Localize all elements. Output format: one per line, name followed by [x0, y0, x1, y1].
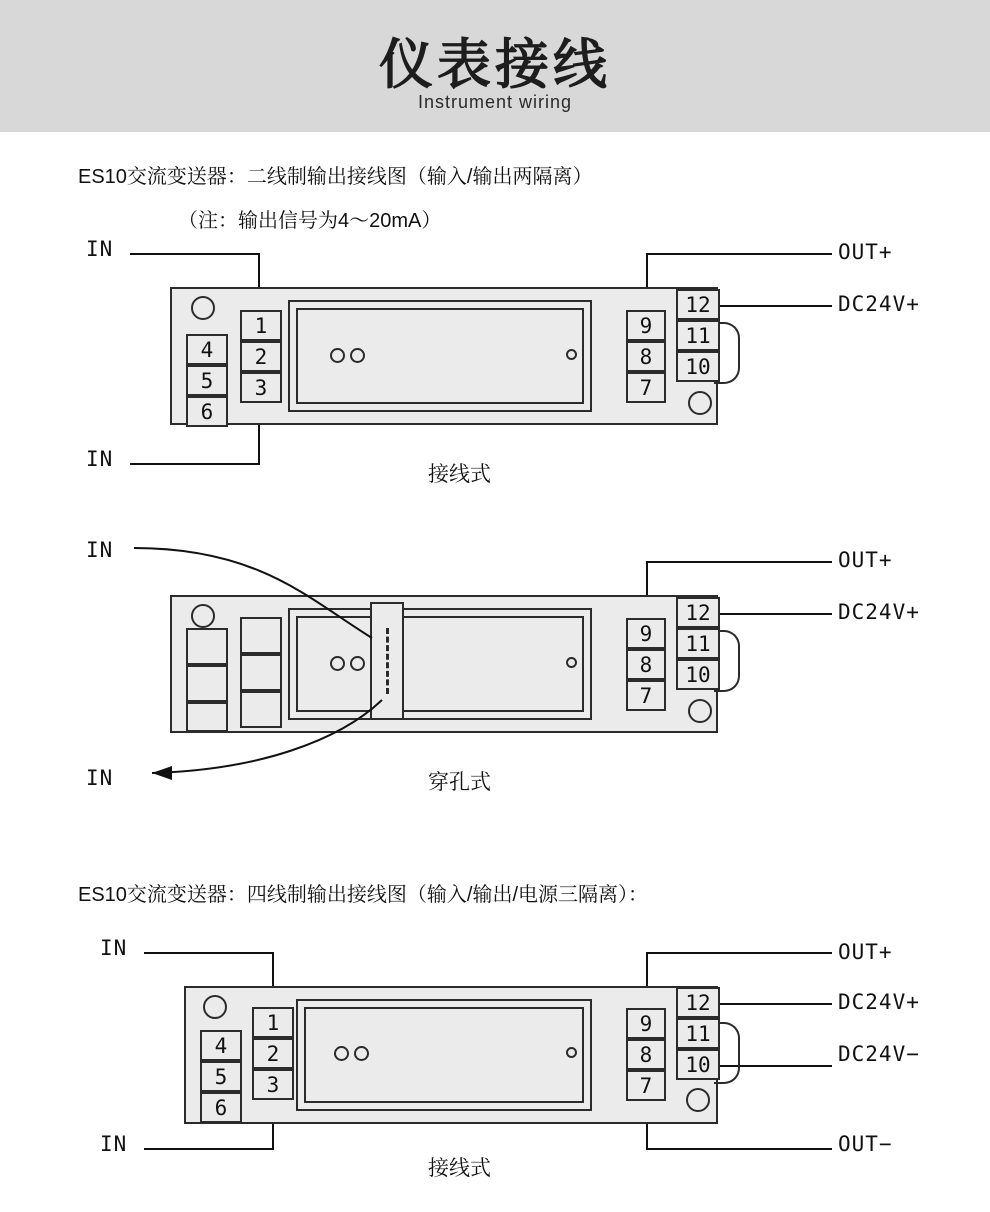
- diagram-3-terminal-1-label: 1: [266, 1011, 280, 1035]
- diagram-3-led-3: [566, 1047, 577, 1058]
- diagram-3-terminal-6-label: 6: [214, 1096, 228, 1120]
- diagram-2-terminal-blank-4: [240, 617, 282, 654]
- diagram-2-terminal-10: [676, 659, 720, 690]
- diagram-1-terminal-4: [186, 334, 228, 365]
- diagram-3-wire-out-minus-h: [646, 1148, 832, 1150]
- diagram-3-terminal-4: [200, 1030, 242, 1061]
- diagram-1-terminal-7-label: 7: [639, 376, 653, 400]
- diagram-2-terminal-7: [626, 680, 666, 711]
- diagram-2-label-out-plus: OUT+: [838, 548, 893, 572]
- diagram-1-screw-top-left: [191, 296, 215, 320]
- diagram-3-terminal-12: [676, 987, 720, 1018]
- diagram-1-terminal-3-label: 3: [254, 376, 268, 400]
- diagram-1-wire-out-plus-h: [646, 253, 832, 255]
- diagram-2-terminal-9: [626, 618, 666, 649]
- page-title: 仪表接线: [379, 35, 611, 95]
- diagram-3-label-out-minus: OUT−: [838, 1132, 893, 1156]
- diagram-3-label-out-plus: OUT+: [838, 940, 893, 964]
- diagram-2-terminal-10-label: 10: [685, 663, 711, 687]
- diagram-1-terminal-5: [186, 365, 228, 396]
- diagram-1-terminal-5-label: 5: [200, 369, 214, 393]
- diagram-3-terminal-11: [676, 1018, 720, 1049]
- diagram-3-terminal-9: [626, 1008, 666, 1039]
- diagram-3-terminal-4-label: 4: [214, 1034, 228, 1058]
- diagram-2-terminal-blank-2: [186, 665, 228, 702]
- diagram-1-terminal-6-label: 6: [200, 400, 214, 424]
- diagram-3-wire-in-top-h: [144, 952, 274, 954]
- page-header-banner: [0, 0, 990, 132]
- diagram-1-terminal-1: [240, 310, 282, 341]
- diagram-3-screw-top-left: [203, 995, 227, 1019]
- diagram-3-terminal-3-label: 3: [266, 1073, 280, 1097]
- diagram-3-terminal-8-label: 8: [639, 1043, 653, 1067]
- diagram-3-terminal-1: [252, 1007, 294, 1038]
- diagram-3-terminal-2: [252, 1038, 294, 1069]
- diagram-1-label-out-plus: OUT+: [838, 240, 893, 264]
- diagram-3-terminal-3: [252, 1069, 294, 1100]
- diagram-1-label-in-top: IN: [86, 237, 114, 261]
- diagram-1-terminal-1-label: 1: [254, 314, 268, 338]
- diagram-1-terminal-8-label: 8: [639, 345, 653, 369]
- diagram-2-terminal-8: [626, 649, 666, 680]
- diagram-3-wire-out-plus-h: [646, 952, 832, 954]
- page-subtitle: Instrument wiring: [417, 92, 573, 112]
- diagram-3-terminal-10-label: 10: [685, 1053, 711, 1077]
- diagram-2-terminal-blank-1: [186, 628, 228, 665]
- diagram-3-led-1: [334, 1046, 349, 1061]
- diagram-3-wire-dc24v-plus-h: [718, 1003, 832, 1005]
- diagram-1-wire-in-bottom-h: [130, 463, 260, 465]
- diagram-1-terminal-2: [240, 341, 282, 372]
- section-1-caption-line-1: ES10交流变送器：二线制输出接线图（输入/输出两隔离）: [78, 166, 593, 188]
- diagram-2-terminal-7-label: 7: [639, 684, 653, 708]
- diagram-3-terminal-11-label: 11: [685, 1022, 711, 1046]
- diagram-1-terminal-7: [626, 372, 666, 403]
- diagram-1-wire-in-top-h: [130, 253, 260, 255]
- diagram-3-led-2: [354, 1046, 369, 1061]
- diagram-1-mode-label: 接线式: [428, 463, 491, 486]
- diagram-1-terminal-10: [676, 351, 720, 382]
- diagram-1-label-dc24v-plus: DC24V+: [838, 292, 920, 316]
- diagram-3-label-dc24v-minus: DC24V−: [838, 1042, 920, 1066]
- diagram-1-terminal-3: [240, 372, 282, 403]
- diagram-3-label-in-bottom: IN: [100, 1132, 128, 1156]
- diagram-3-terminal-12-label: 12: [685, 991, 711, 1015]
- diagram-2-screw-bottom-right: [688, 699, 712, 723]
- diagram-3-terminal-10: [676, 1049, 720, 1080]
- diagram-3-terminal-5-label: 5: [214, 1065, 228, 1089]
- section-1-caption-line-2: （注：输出信号为4～20mA）: [178, 210, 442, 232]
- diagram-2-terminal-blank-5: [240, 654, 282, 691]
- diagram-3-screw-bottom-right: [686, 1088, 710, 1112]
- diagram-1-terminal-6: [186, 396, 228, 427]
- diagram-1-terminal-4-label: 4: [200, 338, 214, 362]
- diagram-3-terminal-6: [200, 1092, 242, 1123]
- diagram-2-led-1: [330, 656, 345, 671]
- diagram-3-label-dc24v-plus: DC24V+: [838, 990, 920, 1014]
- diagram-2-terminal-8-label: 8: [639, 653, 653, 677]
- diagram-2-mode-label: 穿孔式: [428, 771, 491, 794]
- diagram-2-led-2: [350, 656, 365, 671]
- diagram-1-led-3: [566, 349, 577, 360]
- diagram-2-terminal-12-label: 12: [685, 601, 711, 625]
- diagram-1-screw-bottom-right: [688, 391, 712, 415]
- diagram-1-terminal-8: [626, 341, 666, 372]
- diagram-1-label-in-bottom: IN: [86, 447, 114, 471]
- diagram-2-terminal-12: [676, 597, 720, 628]
- diagram-3-terminal-9-label: 9: [639, 1012, 653, 1036]
- diagram-1-led-1: [330, 348, 345, 363]
- diagram-3-terminal-2-label: 2: [266, 1042, 280, 1066]
- diagram-1-terminal-10-label: 10: [685, 355, 711, 379]
- diagram-3-terminal-5: [200, 1061, 242, 1092]
- diagram-1-terminal-9-label: 9: [639, 314, 653, 338]
- diagram-2-screw-top-left: [191, 604, 215, 628]
- diagram-1-terminal-12: [676, 289, 720, 320]
- diagram-3-terminal-7: [626, 1070, 666, 1101]
- diagram-2-terminal-11-label: 11: [685, 632, 711, 656]
- diagram-3-terminal-7-label: 7: [639, 1074, 653, 1098]
- diagram-1-terminal-9: [626, 310, 666, 341]
- diagram-2-terminal-blank-3: [186, 702, 228, 732]
- diagram-2-wire-out-plus-h: [646, 561, 832, 563]
- section-2-caption: ES10交流变送器：四线制输出接线图（输入/输出/电源三隔离）：: [78, 884, 649, 906]
- diagram-2-label-dc24v-plus: DC24V+: [838, 600, 920, 624]
- diagram-1-terminal-11: [676, 320, 720, 351]
- diagram-1-terminal-11-label: 11: [685, 324, 711, 348]
- diagram-2-led-3: [566, 657, 577, 668]
- diagram-3-wire-in-bottom-h: [144, 1148, 274, 1150]
- diagram-1-led-2: [350, 348, 365, 363]
- diagram-3-terminal-8: [626, 1039, 666, 1070]
- diagram-2-label-in-bottom: IN: [86, 766, 114, 790]
- diagram-1-terminal-12-label: 12: [685, 293, 711, 317]
- diagram-2-terminal-11: [676, 628, 720, 659]
- diagram-3-mode-label: 接线式: [428, 1157, 491, 1180]
- diagram-2-arrow-head: [152, 766, 172, 780]
- diagram-1-terminal-2-label: 2: [254, 345, 268, 369]
- diagram-2-terminal-blank-6: [240, 691, 282, 728]
- diagram-2-label-in-top: IN: [86, 538, 114, 562]
- diagram-2-through-hole-dash: [386, 628, 389, 694]
- diagram-3-label-in-top: IN: [100, 936, 128, 960]
- diagram-2-wire-dc24v-plus-h: [718, 613, 832, 615]
- diagram-2-terminal-9-label: 9: [639, 622, 653, 646]
- diagram-1-wire-dc24v-plus-h: [718, 305, 832, 307]
